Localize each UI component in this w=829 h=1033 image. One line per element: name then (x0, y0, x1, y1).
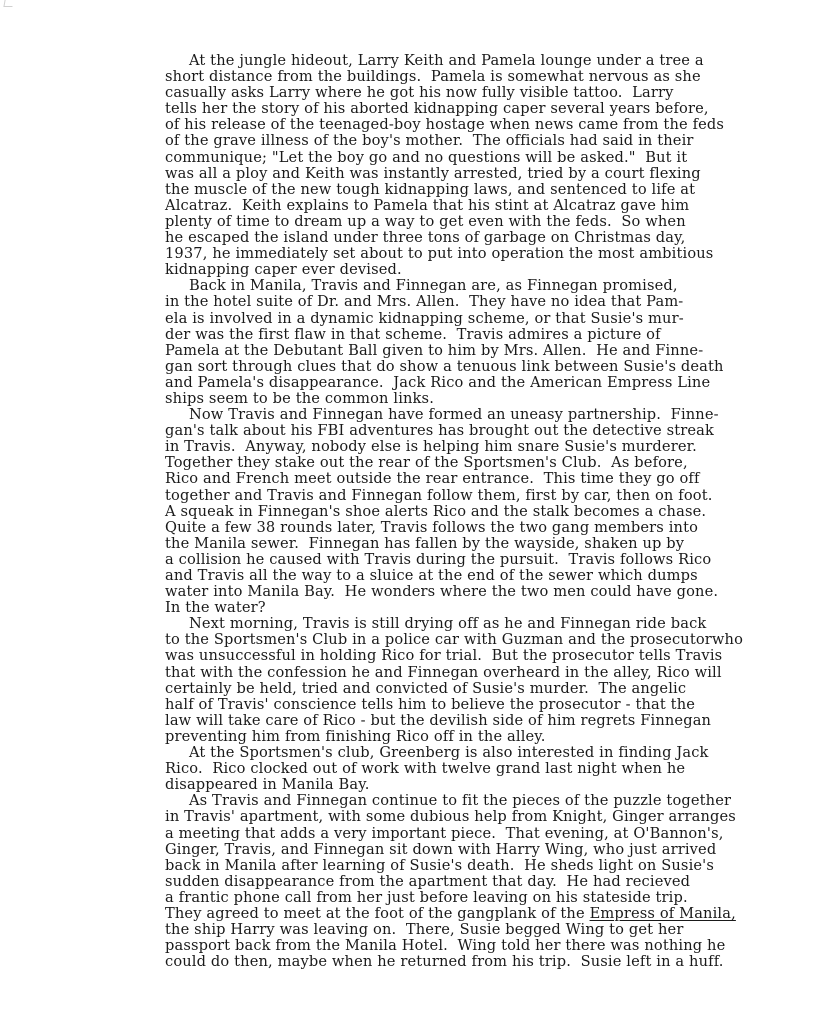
text-line: Rico. Rico clocked out of work with twelve grand last night when he (165, 760, 686, 778)
text-line: of the grave illness of the boy's mother. The officials had said in their (165, 132, 694, 150)
text-line: der was the first flaw in that scheme. Travis admires a picture of (165, 325, 661, 343)
text-line: the Manila sewer. Finnegan has fallen by the wayside, shaken up by (165, 534, 685, 552)
text-line: ships seem to be the common links. (165, 389, 434, 407)
text-line: and Pamela's disappearance. Jack Rico and the American Empress Line (165, 373, 711, 391)
text-line: a collision he caused with Travis during the pursuit. Travis follows Rico (165, 550, 712, 568)
text-line: Ginger, Travis, and Finnegan sit down with Harry Wing, who just arrived (165, 840, 717, 858)
text-line: tells her the story of his aborted kidnapping caper several years before, (165, 100, 709, 118)
text-line: Next morning, Travis is still drying off as he and Finnegan ride back (165, 615, 707, 633)
text-line: preventing him from finishing Rico off in the alley. (165, 727, 546, 745)
ship-name-underlined: Empress of Manila, (589, 904, 736, 922)
text-line: ela is involved in a dynamic kidnapping scheme, or that Susie's mur- (165, 309, 684, 327)
text-line: Now Travis and Finnegan have formed an uneasy partnership. Finne- (165, 406, 719, 424)
text-line: certainly be held, tried and convicted of Susie's murder. The angelic (165, 679, 687, 697)
text-line: kidnapping caper ever devised. (165, 261, 402, 279)
text-line: was unsuccessful in holding Rico for trial. But the prosecutor tells Travis (165, 647, 723, 665)
text-line: of his release of the teenaged-boy hostage when news came from the feds (165, 116, 725, 134)
text-line: could do then, maybe when he returned from his trip. Susie left in a huff. (165, 953, 724, 971)
corner-scan-mark (3, 0, 13, 7)
synopsis-text-block (165, 53, 775, 970)
text-line: and Travis all the way to a sluice at the end of the sewer which dumps (165, 567, 698, 584)
text-line: in Travis' apartment, with some dubious help from Knight, Ginger arranges (165, 808, 736, 826)
text-line: to the Sportsmen's Club in a police car with Guzman and the prosecutorwho (165, 631, 744, 649)
text-line: As Travis and Finnegan continue to fit the pieces of the puzzle together (165, 792, 732, 810)
text-line: casually asks Larry where he got his now fully visible tattoo. Larry (165, 84, 674, 102)
text-line: A squeak in Finnegan's shoe alerts Rico and the stalk becomes a chase. (165, 502, 707, 520)
text-line: communique; "Let the boy go and no questions will be asked." But it (165, 148, 688, 166)
text-line: a frantic phone call from her just before leaving on his stateside trip. (165, 888, 688, 906)
text-line-with-ship-name (165, 906, 775, 922)
text-line: back in Manila after learning of Susie's death. He sheds light on Susie's (165, 856, 714, 874)
text-line: In the water? (165, 599, 266, 617)
text-line: Rico and French meet outside the rear entrance. This time they go off (165, 470, 700, 488)
text-line: together and Travis and Finnegan follow them, first by car, then on foot. (165, 486, 713, 504)
text-line: Quite a few 38 rounds later, Travis follows the two gang members into (165, 518, 699, 536)
text-line: the muscle of the new tough kidnapping laws, and sentenced to life at (165, 180, 696, 198)
text-line-fragment: They agreed to meet at the foot of the gangplank of the (165, 904, 590, 922)
text-line: Together they stake out the rear of the Sportsmen's Club. As before, (165, 454, 688, 472)
text-line: passport back from the Manila Hotel. Wing told her there was nothing he (165, 937, 726, 955)
text-line: he escaped the island under three tons of garbage on Christmas day, (165, 229, 686, 247)
text-line: sudden disappearance from the apartment that day. He had recieved (165, 872, 691, 890)
text-line: half of Travis' conscience tells him to believe the prosecutor - that the (165, 695, 696, 713)
text-line: gan's talk about his FBI adventures has brought out the detective streak (165, 422, 715, 440)
text-line: in the hotel suite of Dr. and Mrs. Allen. They have no idea that Pam- (165, 293, 684, 311)
text-line: gan sort through clues that do show a tenuous link between Susie's death (165, 357, 724, 375)
text-line: Alcatraz. Keith explains to Pamela that his stint at Alcatraz gave him (165, 196, 690, 214)
text-line: 1937, he immediately set about to put into operation the most ambitious (165, 245, 714, 263)
text-line: the ship Harry was leaving on. There, Susie begged Wing to get her (165, 921, 684, 939)
text-line: At the jungle hideout, Larry Keith and Pamela lounge under a tree a (165, 52, 704, 69)
text-line: law will take care of Rico - but the devilish side of him regrets Finnegan (165, 711, 712, 729)
text-line: water into Manila Bay. He wonders where the two men could have gone. (165, 583, 719, 601)
text-line: Back in Manila, Travis and Finnegan are, as Finnegan promised, (165, 277, 678, 295)
text-line: a meeting that adds a very important piece. That evening, at O'Bannon's, (165, 824, 724, 842)
text-line: was all a ploy and Keith was instantly arrested, tried by a court flexing (165, 164, 701, 182)
text-line: disappeared in Manila Bay. (165, 776, 370, 794)
text-line: plenty of time to dream up a way to get even with the feds. So when (165, 212, 686, 230)
text-line: in Travis. Anyway, nobody else is helping him snare Susie's murderer. (165, 438, 697, 456)
text-line: short distance from the buildings. Pamela is somewhat nervous as she (165, 68, 701, 86)
text-line: Pamela at the Debutant Ball given to him by Mrs. Allen. He and Finne- (165, 341, 704, 359)
text-line: At the Sportsmen's club, Greenberg is also interested in finding Jack (165, 744, 709, 762)
text-line: that with the confession he and Finnegan overheard in the alley, Rico will (165, 663, 722, 681)
